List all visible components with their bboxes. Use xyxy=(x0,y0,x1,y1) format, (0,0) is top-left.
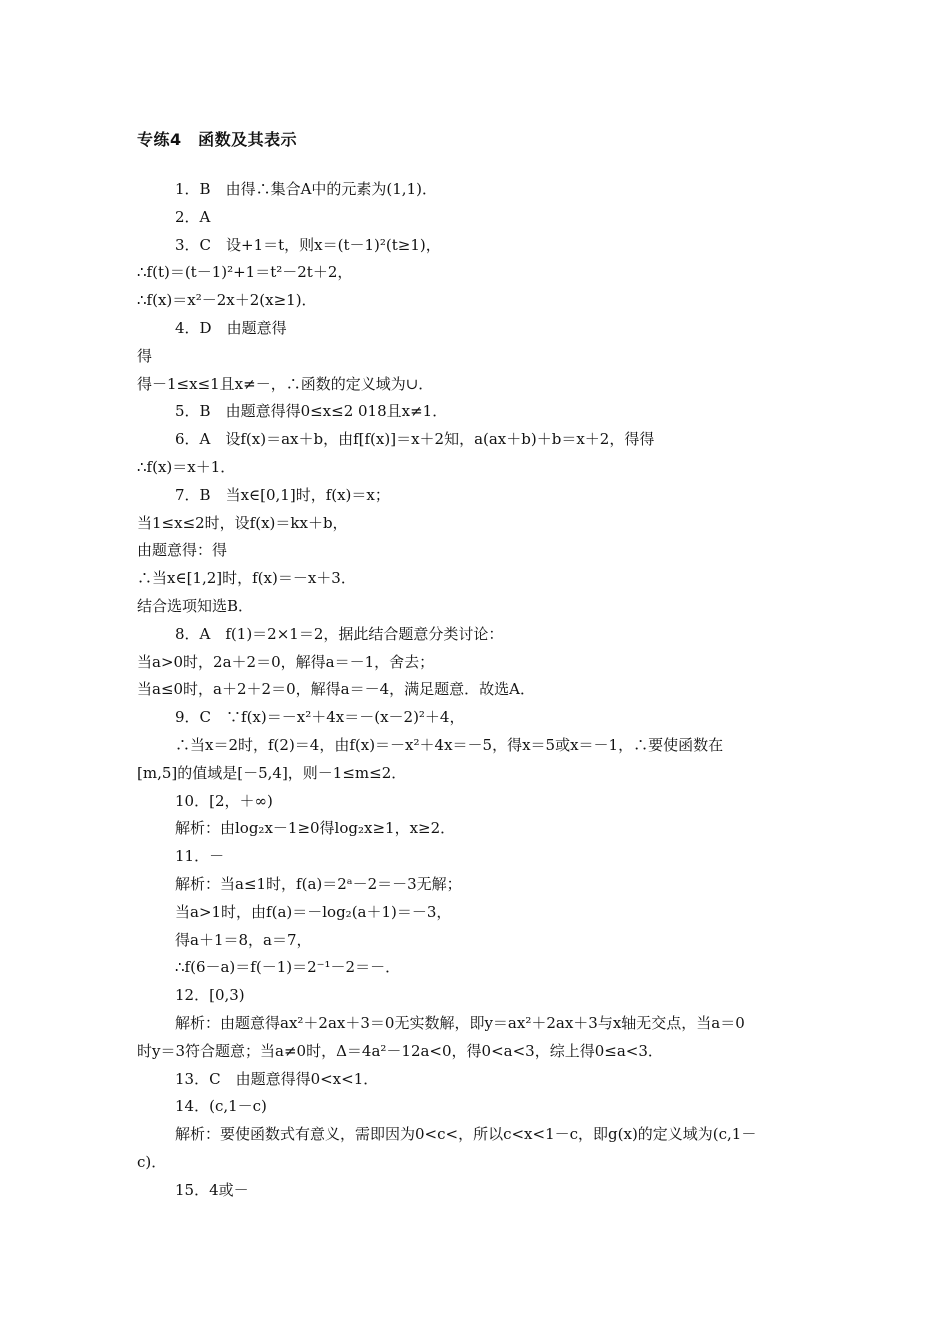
text-line: 结合选项知选B． xyxy=(137,596,254,615)
text-line: ∴当x＝2时，f(2)＝4，由f(x)＝－x²＋4x＝－5，得x＝5或x＝－1，∴要使函数在 xyxy=(175,735,724,754)
text-line: ∴当x∈[1,2]时，f(x)＝－x＋3． xyxy=(137,569,356,588)
text-line: [m,5]的值域是[－5,4]，则－1≤m≤2． xyxy=(137,763,407,782)
text-line: 5．B 由题意得得0≤x≤2 018且x≠1． xyxy=(175,402,448,421)
text-line: ∴f(6－a)＝f(－1)＝2⁻¹－2＝－． xyxy=(175,958,401,977)
text-line: 2．A xyxy=(175,207,211,226)
text-line: 解析：要使函数式有意义，需即因为0<c<，所以c<x<1－c，即g(x)的定义域为(c,1－ xyxy=(175,1125,757,1144)
text-line: 解析：由log₂x－1≥0得log₂x≥1，x≥2． xyxy=(175,819,456,838)
text-line: 得－1≤x≤1且x≠－，∴函数的定义域为∪． xyxy=(137,374,434,393)
text-line: 当1≤x≤2时，设f(x)＝kx＋b， xyxy=(137,513,348,532)
text-line: 11．－ xyxy=(175,847,225,866)
text-line: 8．A f(1)＝2×1＝2，据此结合题意分类讨论： xyxy=(175,624,504,643)
text-line: 当a>0时，2a＋2＝0，解得a＝－1，舍去； xyxy=(137,652,435,671)
text-line: c)． xyxy=(137,1152,167,1171)
text-line: 时y＝3符合题意；当a≠0时，Δ＝4a²－12a<0，得0<a<3，综上得0≤a<3． xyxy=(137,1041,663,1060)
text-line: 14．(c,1－c) xyxy=(175,1097,267,1116)
text-line: 得 xyxy=(137,346,153,365)
text-line: ∴f(x)＝x²－2x＋2(x≥1)． xyxy=(137,291,317,310)
text-line: 1．B 由得∴集合A中的元素为(1,1)． xyxy=(175,180,437,198)
text-line: 10．[2，＋∞) xyxy=(175,791,273,810)
text-line: 由题意得：得 xyxy=(137,541,228,560)
text-line: 7．B 当x∈[0,1]时，f(x)＝x； xyxy=(175,485,390,504)
text-line: ∴f(t)＝(t－1)²+1＝t²－2t＋2， xyxy=(137,263,353,282)
text-line: 9．C ∵f(x)＝－x²＋4x＝－(x－2)²＋4， xyxy=(175,708,465,727)
text-line: 解析：当a≤1时，f(a)＝2ᵃ－2＝－3无解； xyxy=(175,874,462,893)
text-line: 3．C 设+1＝t，则x＝(t－1)²(t≥1)， xyxy=(175,235,441,254)
page-title: 专练4 函数及其表示 xyxy=(137,130,298,149)
text-line: 13．C 由题意得得0<x<1． xyxy=(175,1069,379,1088)
text-line: 4．D 由题意得 xyxy=(175,318,287,337)
answer-body xyxy=(137,176,817,1204)
text-line: 得a＋1＝8，a＝7， xyxy=(175,930,312,949)
text-line: 15．4或－ xyxy=(175,1180,249,1199)
text-line: 解析：由题意得ax²＋2ax＋3＝0无实数解，即y＝ax²＋2ax＋3与x轴无交点，当a＝0 xyxy=(175,1013,745,1032)
text-line: 6．A 设f(x)＝ax＋b，由f[f(x)]＝x＋2知，a(ax＋b)＋b＝x＋2，得得 xyxy=(175,430,655,449)
text-line: ∴f(x)＝x＋1． xyxy=(137,457,236,476)
text-line: 当a>1时，由f(a)＝－log₂(a＋1)＝－3， xyxy=(175,902,452,921)
text-line: 当a≤0时，a＋2＋2＝0，解得a＝－4，满足题意．故选A． xyxy=(137,680,535,699)
text-line: 12．[0,3) xyxy=(175,986,245,1005)
